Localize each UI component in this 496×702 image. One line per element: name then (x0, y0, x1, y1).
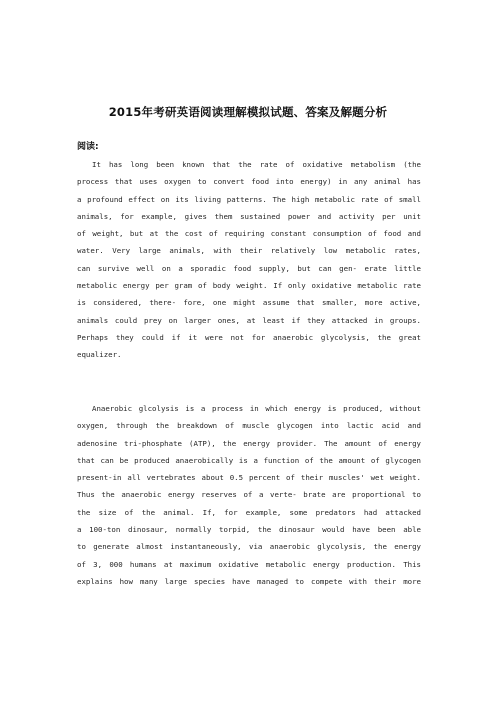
paragraph-line: that can be produced anaerobically is a function of the amount of glycogen (77, 455, 421, 465)
paragraph-line: of 3, 000 humans at maximum oxidative metabolic energy production. This (77, 559, 421, 569)
paragraph-line: metabolic energy per gram of body weight. If only oxidative metabolic rate (77, 281, 421, 291)
paragraph-line: animals, for example, gives them sustained power and activity per unit (77, 211, 421, 221)
paragraph-line: to generate almost instantaneously, via anaerobic glycolysis, the energy (77, 542, 421, 552)
paragraph-line: a 100-ton dinosaur, normally torpid, the dinosaur would have been able (77, 525, 421, 535)
paragraph-line: the size of the animal. If, for example, some predators had attacked (77, 507, 421, 517)
paragraph-line: equalizer. (77, 350, 122, 360)
paragraph-line: explains how many large species have managed to compete with their more (77, 576, 421, 586)
paragraph-line: Perhaps they could if it were not for anaerobic glycolysis, the great (77, 332, 421, 342)
paragraph-2 (77, 400, 421, 590)
paragraph-line: water. Very large animals, with their relatively low metabolic rates, (77, 246, 421, 256)
paragraph-line: process that uses oxygen to convert food into energy) in any animal has (77, 177, 421, 187)
paragraph-line: is considered, there- fore, one might assume that smaller, more active, (77, 298, 421, 308)
paragraph-line: oxygen, through the breakdown of muscle glycogen into lactic acid and (77, 421, 421, 431)
paragraph-line: a profound effect on its living patterns. The high metabolic rate of small (77, 194, 421, 204)
paragraph-line: adenosine tri-phosphate (ATP), the energy provider. The amount of energy (77, 438, 421, 448)
section-label: 阅读: (77, 142, 99, 152)
document-title: 2015年考研英语阅读理解模拟试题、答案及解题分析 (108, 105, 388, 119)
paragraph-line: Thus the anaerobic energy reserves of a verte- brate are proportional to (77, 490, 421, 500)
paragraph-line: animals could prey on larger ones, at least if they attacked in groups. (77, 315, 421, 325)
paragraph-line: can survive well on a sporadic food supply, but can gen- erate little (77, 263, 421, 273)
paragraph-line: of weight, but at the cost of requiring constant consumption of food and (77, 229, 421, 239)
paragraph-1 (77, 156, 421, 364)
paragraph-line: It has long been known that the rate of oxidative metabolism (the (92, 160, 421, 169)
paragraph-line: present-in all vertebrates about 0.5 percent of their muscles' wet weight. (77, 473, 421, 483)
paragraph-line: Anaerobic glcolysis is a process in which energy is produced, without (92, 404, 421, 413)
